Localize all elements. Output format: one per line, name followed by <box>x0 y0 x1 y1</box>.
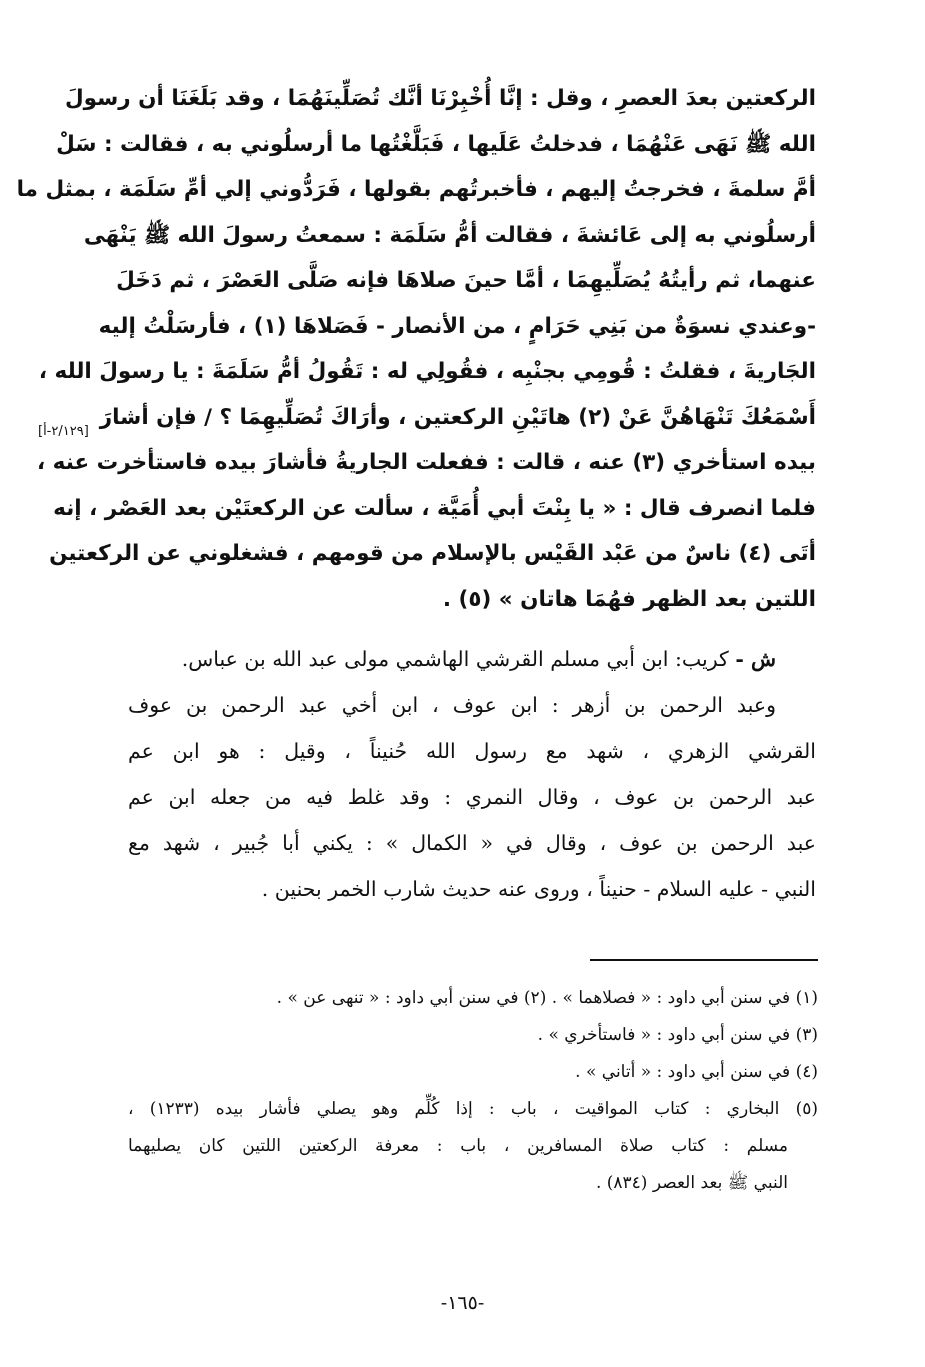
hadith-line-1: الركعتين بعدَ العصرِ ، وقل : إنَّا أُخْبِرْنَا أنَّك تُصَلِّينَهُمَا ، وقد بَلَغَنَا أن رسولَ <box>65 86 816 111</box>
commentary-line-6: النبي - عليه السلام - حنيناً ، وروى عنه حديث شارب الخمر بحنين . <box>261 877 816 901</box>
hadith-line-3: أمَّ سلمةَ ، فخرجتُ إليهم ، فأخبرتُهم بقولها ، فَرَدُّوني إلي أمِّ سَلَمَة ، بمثل ما <box>16 177 816 202</box>
hadith-line-4: أرسلُوني به إلى عَائشةَ ، فقالت أمُّ سَلَمَة : سمعتُ رسولَ الله ﷺ يَنْهَى <box>83 222 816 248</box>
footnote-4: (٤) في سنن أبي داود : « أتاني » . <box>575 1062 818 1082</box>
footnote-5-line-3: النبي ﷺ بعد العصر (٨٣٤) . <box>595 1173 788 1193</box>
footnote-3: (٣) في سنن أبي داود : « فاستأخري » . <box>537 1025 818 1045</box>
footnotes <box>128 980 818 1202</box>
commentary-label: ش - <box>735 647 776 671</box>
hadith-line-5: عنهما، ثم رأيتُهُ يُصَلِّيهِمَا ، أمَّا حينَ صلاهَا فإنه صَلَّى العَصْرَ ، ثم دَخَلَ <box>116 268 816 293</box>
commentary-line-5: عبد الرحمن بن عوف ، وقال في « الكمال » : يكني أبا جُبير ، شهد مع <box>128 831 816 855</box>
commentary-first-line: كريب: ابن أبي مسلم القرشي الهاشمي مولى عبد الله بن عباس. <box>181 647 736 671</box>
hadith-line-11: أتَى (٤) ناسٌ من عَبْد القَيْس بالإسلام من قومهم ، فشغلوني عن الركعتين <box>49 541 816 566</box>
commentary-line-4: عبد الرحمن بن عوف ، وقال النمري : وقد غلط فيه من جعله ابن عم <box>128 785 816 809</box>
hadith-line-8: أَسْمَعُكَ تَنْهَاهُنَّ عَنْ (٢) هاتَيْنِ الركعتين ، وأرَاكَ تُصَلِّيهِمَا ؟ / فإن أشارَ <box>99 404 816 430</box>
margin-reference: [٢/١٢٩-أ] <box>38 424 89 439</box>
footnote-divider <box>590 959 818 961</box>
commentary-line-1 <box>128 636 816 682</box>
hadith-line-12: اللتين بعد الظهر فهُمَا هاتان » (٥) . <box>442 586 816 612</box>
hadith-line-2: الله ﷺ نَهَى عَنْهُمَا ، فدخلتُ عَلَيها ، فَبَلَّغْتُها ما أرسلُوني به ، فقالت : سَلْ <box>56 131 816 157</box>
commentary-line-2: وعبد الرحمن بن أزهر : ابن عوف ، ابن أخي عبد الرحمن بن عوف <box>128 693 776 717</box>
hadith-line-7: الجَاريةَ ، فقلتُ : قُومِي بجنْبِه ، فقُولِي له : تَقُولُ أمُّ سَلَمَةَ : يا رسولَ الله ، <box>38 359 816 384</box>
hadith-line-9: بيده استأخري (٣) عنه ، قالت : ففعلت الجاريةُ فأشارَ بيده فاستأخرت عنه ، <box>37 450 816 475</box>
commentary-line-3: القرشي الزهري ، شهد مع رسول الله حُنيناً ، وقيل : هو ابن عم <box>128 739 816 763</box>
commentary-text <box>128 636 816 912</box>
footnote-1-2: (١) في سنن أبي داود : « فصلاهما » . (٢) في سنن أبي داود : « تنهى عن » . <box>276 988 818 1008</box>
hadith-line-10: فلما انصرف قال : « يا بِنْتَ أبي أُمَيَّة ، سألت عن الركعتَيْن بعد العَصْر ، إنه <box>53 495 816 521</box>
footnote-5-line-1: (٥) البخاري : كتاب المواقيت ، باب : إذا كُلِّم وهو يصلي فأشار بيده (١٢٣٣) ، <box>128 1099 818 1119</box>
hadith-line-6: -وعندي نسوَةٌ من بَنِي حَرَامٍ ، من الأنصار - فَصَلاهَا (١) ، فأرسَلْتُ إليه <box>98 313 816 339</box>
footnote-5-line-2: مسلم : كتاب صلاة المسافرين ، باب : معرفة الركعتين اللتين كان يصليهما <box>128 1136 788 1156</box>
page-number: -١٦٥- <box>440 1292 485 1314</box>
